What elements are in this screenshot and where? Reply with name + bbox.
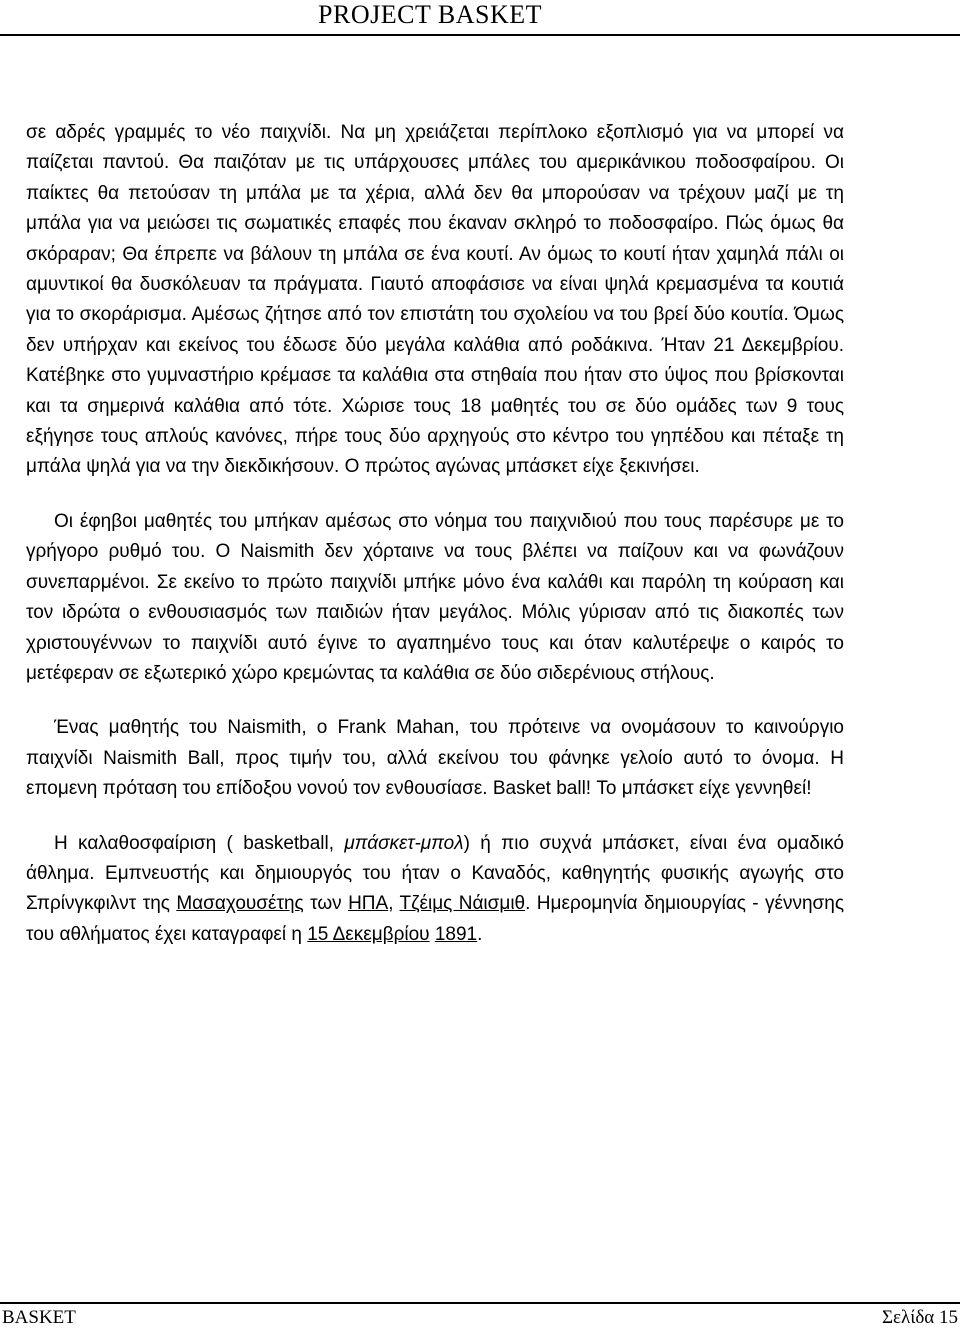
page-header xyxy=(0,0,960,36)
document-body xyxy=(26,118,844,950)
p4-text-5: . Ημερομηνία δημιουργίας - γέννησης του αθλήματος έχει καταγραφεί η xyxy=(26,893,844,945)
page-footer xyxy=(0,1302,960,1330)
p4-text-7: . xyxy=(477,923,483,945)
link-naismith[interactable]: Τζέιμς Νάισμιθ xyxy=(399,893,526,915)
link-year[interactable]: 1891 xyxy=(434,923,478,945)
p4-text-4: , xyxy=(388,893,400,915)
p4-text-1: Η καλαθοσφαίριση ( basketball, xyxy=(54,832,345,854)
header-title: PROJECT BASKET xyxy=(318,0,542,29)
paragraph-1: σε αδρές γραμμές το νέο παιχνίδι. Να μη χρειάζεται περίπλοκο εξοπλισμό για να μπορεί να παίζεται παντού. Θα παιζόταν με τις υπάρχουσες μπάλες του αμερικάνικου ποδοσφαίρου. Οι παίκτες θα πετούσαν τη μπάλα με τα χέρια, αλλά δεν θα μπορούσαν να τρέχουν μαζί με τη μπάλα για να μειώσει τις σωματικές επαφές που έκαναν σκληρό το ποδοσφαίρο. Πώς όμως θα σκόραραν; Θα έπρεπε να βάλουν τη μπάλα σε ένα κουτί. Αν όμως το κουτί ήταν χαμηλά πάλι οι αμυντικοί θα δυσκόλευαν τα πράγματα. Γιαυτό αποφάσισε να είναι ψηλά κρεμασμένα τα κουτιά για το σκοράρισμα. Αμέσως ζήτησε από τον επιστάτη του σχολείου να του βρεί δύο κουτία. Όμως δεν υπήρχαν και εκείνος του έδωσε δύο μεγάλα καλάθια από ροδάκινα. Ήταν 21 Δεκεμβρίου. Κατέβηκε στο γυμναστήριο κρέμασε τα καλάθια στα στηθαία που ήταν στο ύψος που βρίσκονται και τα σημερινά καλάθια από τότε. Χώρισε τους 18 μαθητές του σε δύο ομάδες των 9 τους εξήγησε τους απλούς κανόνες, πήρε τους δύο αρχηγούς στο κέντρο του γηπέδου και πέταξε τη μπάλα ψηλά για να την διεκδικήσουν. Ο πρώτος αγώνας μπάσκετ είχε ξεκινήσει. xyxy=(26,122,844,478)
link-usa[interactable]: ΗΠΑ xyxy=(348,893,389,915)
link-date[interactable]: 15 Δεκεμβρίου xyxy=(307,923,430,945)
paragraph-2: Οι έφηβοι μαθητές του μπήκαν αμέσως στο νόημα του παιχνιδιού που τους παρέσυρε με το γρήγορο ρυθμό του. Ο Naismith δεν χόρταινε να τους βλέπει να παίζουν και να φωνάζουν συνεπαρμένοι. Σε εκείνο το πρώτο παιχνίδι μπήκε μόνο ένα καλάθι και παρόλη τη κούραση και τον ιδρώτα ο ενθουσιασμός των παιδιών ήταν μεγάλος. Μόλις γύρισαν από τις διακοπές των χριστουγέννων το παιχνίδι αυτό έγινε το αγαπημένο τους και όταν καλυτέρεψε ο καιρός το μετέφεραν σε εξωτερικό χώρο κρεμώντας τα καλάθια σε δύο σιδερένιους στήλους. xyxy=(26,510,844,684)
footer-left-label: BASKET xyxy=(2,1307,76,1328)
page-number: Σελίδα 15 xyxy=(881,1307,958,1328)
link-massachusetts[interactable]: Μασαχουσέτης xyxy=(176,893,304,915)
p4-text-2: ) ή πιο συχνά μπάσκετ, είναι ένα ομαδικό άθλημα. Εμπνευστής και δημιουργός του ήταν ο Καναδός, καθηγητής φυσικής αγωγής στο Σπρίνγκφιλντ της xyxy=(26,832,844,915)
p4-text-3: των xyxy=(303,893,349,915)
paragraph-3: Ένας μαθητής του Naismith, ο Frank Mahan, του πρότεινε να ονομάσουν το καινούργιο παιχνίδι Naismith Ball, προς τιμήν του, αλλά εκείνου του φάνηκε γελοίο αυτό το όνομα. Η επομενη πρόταση του επίδοξου νονού τον ενθουσίασε. Basket ball! Το μπάσκετ είχε γεννηθεί! xyxy=(26,717,844,800)
paragraph-4 xyxy=(26,829,844,951)
p4-italic-term: μπάσκετ-μπολ xyxy=(344,832,464,854)
